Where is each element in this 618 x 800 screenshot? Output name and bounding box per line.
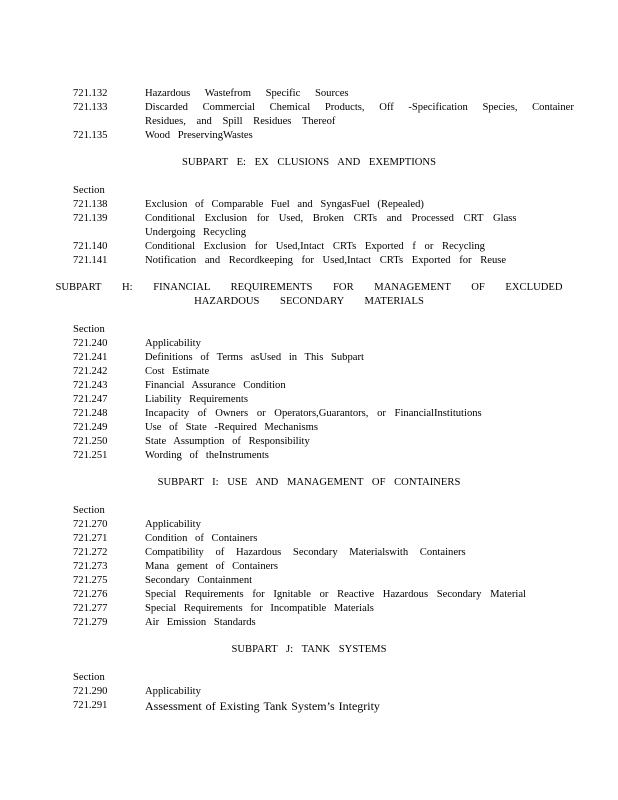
section-number: 721.271 xyxy=(73,533,108,544)
section-title: Air Emission Standards xyxy=(145,617,256,628)
section-title: Discarded Commercial Chemical Products, Off -Specification Species, Container xyxy=(145,102,574,113)
subpart-heading: SUBPART E: EX CLUSIONS AND EXEMPTIONS xyxy=(182,157,436,168)
section-title-continuation: Undergoing Recycling xyxy=(145,227,247,238)
section-number: 721.139 xyxy=(73,213,108,224)
section-number: 721.135 xyxy=(73,130,108,141)
subpart-heading: SUBPART J: TANK SYSTEMS xyxy=(231,644,387,655)
section-title: Mana gement of Containers xyxy=(145,561,278,572)
subpart-heading: SUBPART I: USE AND MANAGEMENT OF CONTAINERS xyxy=(157,477,461,488)
section-title: Wood PreservingWastes xyxy=(145,130,253,141)
section-label: Section xyxy=(73,505,105,516)
section-number: 721.250 xyxy=(73,436,108,447)
section-title: Condition of Containers xyxy=(145,533,258,544)
section-title: Secondary Containment xyxy=(145,575,253,586)
section-title: Hazardous Wastefrom Specific Sources xyxy=(145,88,349,99)
section-title: Applicability xyxy=(145,686,201,697)
section-number: 721.247 xyxy=(73,394,108,405)
section-number: 721.272 xyxy=(73,547,108,558)
section-title: Incapacity of Owners or Operators,Guarantors, or FinancialInstitutions xyxy=(145,408,482,419)
section-title: Definitions of Terms asUsed in This Subpart xyxy=(145,352,364,363)
section-title: Exclusion of Comparable Fuel and SyngasFuel (Repealed) xyxy=(145,199,424,210)
subpart-heading: SUBPART H: FINANCIAL REQUIREMENTS FOR MANAGEMENT OF EXCLUDED xyxy=(55,282,563,293)
section-number: 721.243 xyxy=(73,380,108,391)
section-title: Notification and Recordkeeping for Used,Intact CRTs Exported for Reuse xyxy=(145,255,507,266)
section-number: 721.276 xyxy=(73,589,108,600)
section-title: Wording of theInstruments xyxy=(145,450,269,461)
section-number: 721.132 xyxy=(73,88,108,99)
subpart-heading-line-2: HAZARDOUS SECONDARY MATERIALS xyxy=(194,296,424,307)
section-title: Conditional Exclusion for Used, Broken CRTs and Processed CRT Glass xyxy=(145,213,517,224)
section-number: 721.141 xyxy=(73,255,108,266)
section-title: Financial Assurance Condition xyxy=(145,380,286,391)
section-number: 721.277 xyxy=(73,603,108,614)
section-label: Section xyxy=(73,324,105,335)
section-title: Assessment of Existing Tank System’s Integrity xyxy=(145,699,380,713)
section-number: 721.138 xyxy=(73,199,108,210)
section-title: Liability Requirements xyxy=(145,394,248,405)
section-number: 721.291 xyxy=(73,700,108,711)
section-number: 721.251 xyxy=(73,450,108,461)
section-number: 721.270 xyxy=(73,519,108,530)
section-number: 721.249 xyxy=(73,422,108,433)
section-title: Conditional Exclusion for Used,Intact CRTs Exported f or Recycling xyxy=(145,241,485,252)
section-title: Special Requirements for Ignitable or Reactive Hazardous Secondary Material xyxy=(145,589,526,600)
section-title: State Assumption of Responsibility xyxy=(145,436,310,447)
section-title: Applicability xyxy=(145,338,201,349)
section-title: Applicability xyxy=(145,519,201,530)
section-number: 721.275 xyxy=(73,575,108,586)
section-number: 721.242 xyxy=(73,366,108,377)
section-title: Cost Estimate xyxy=(145,366,210,377)
section-number: 721.290 xyxy=(73,686,108,697)
section-title-continuation: Residues, and Spill Residues Thereof xyxy=(145,116,336,127)
section-number: 721.240 xyxy=(73,338,108,349)
section-number: 721.133 xyxy=(73,102,108,113)
section-label: Section xyxy=(73,185,105,196)
section-number: 721.273 xyxy=(73,561,108,572)
section-title: Use of State -Required Mechanisms xyxy=(145,422,318,433)
section-number: 721.279 xyxy=(73,617,108,628)
section-title: Compatibility of Hazardous Secondary Materialswith Containers xyxy=(145,547,466,558)
section-label: Section xyxy=(73,672,105,683)
section-title: Special Requirements for Incompatible Materials xyxy=(145,603,374,614)
section-number: 721.241 xyxy=(73,352,108,363)
section-number: 721.140 xyxy=(73,241,108,252)
section-number: 721.248 xyxy=(73,408,108,419)
